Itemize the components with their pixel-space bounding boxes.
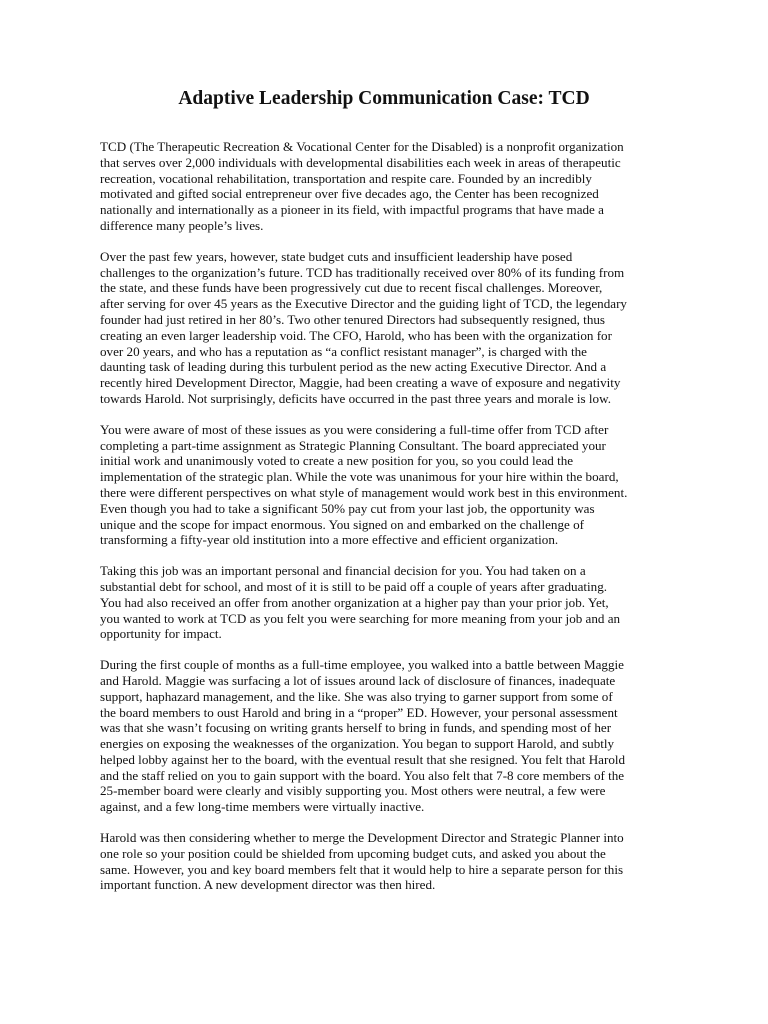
text-line: and Harold. Maggie was surfacing a lot of issues around lack of disclosure of finances, inadequate xyxy=(100,672,616,688)
text-line: unique and the scope for impact enormous. You signed on and embarked on the challenge of xyxy=(100,516,584,532)
text-line: motivated and gifted social entrepreneur over five decades ago, the Center has been recognized xyxy=(100,186,599,202)
text-line: daunting task of leading during this turbulent period as the new acting Executive Director. And a xyxy=(100,359,607,375)
text-line: recently hired Development Director, Maggie, had been creating a wave of exposure and negativity xyxy=(100,375,621,391)
document-body xyxy=(100,139,683,908)
text-line: support, haphazard management, and the like. She was also trying to garner support from some of xyxy=(100,688,613,704)
text-line: against, and a few long-time members were virtually inactive. xyxy=(100,799,425,815)
text-line: opportunity for impact. xyxy=(100,626,222,642)
text-line: helped lobby against her to the board, with the eventual result that she resigned. You felt that Harold xyxy=(100,751,626,767)
paragraph-1 xyxy=(100,139,683,234)
text-line: same. However, you and key board members felt that it would help to hire a separate person for this xyxy=(100,861,624,877)
text-line: after serving for over 45 years as the Executive Director and the guiding light of TCD, the legendary xyxy=(100,296,627,312)
text-line: recreation, vocational rehabilitation, transportation and respite care. Founded by an incredibly xyxy=(100,170,592,186)
text-line: Even though you had to take a significant 50% pay cut from your last job, the opportunity was xyxy=(100,500,595,516)
text-line: that serves over 2,000 individuals with developmental disabilities each week in areas of therapeutic xyxy=(100,154,621,170)
text-line: Harold was then considering whether to merge the Development Director and Strategic Planner into xyxy=(100,830,624,846)
text-line: towards Harold. Not surprisingly, deficits have occurred in the past three years and morale is low. xyxy=(100,390,611,406)
paragraph-5 xyxy=(100,657,683,815)
paragraph-2 xyxy=(100,249,683,407)
text-line: transforming a fifty-year old institution into a more effective and efficient organization. xyxy=(100,532,559,548)
paragraph-4 xyxy=(100,563,683,642)
text-line: you wanted to work at TCD as you felt you were searching for more meaning from your job and an xyxy=(100,610,621,626)
text-line: substantial debt for school, and most of it is still to be paid off a couple of years after graduating. xyxy=(100,578,608,594)
text-line: During the first couple of months as a full-time employee, you walked into a battle between Maggie xyxy=(100,657,624,673)
text-line: over 20 years, and who has a reputation as “a conflict resistant manager”, is charged with the xyxy=(100,343,587,359)
text-line: completing a part-time assignment as Strategic Planning Consultant. The board appreciated your xyxy=(100,437,606,453)
text-line: founder had just retired in her 80’s. Two other tenured Directors had subsequently resigned, thus xyxy=(100,311,606,327)
text-line: Taking this job was an important personal and financial decision for you. You had taken on a xyxy=(100,563,586,579)
text-line: one role so your position could be shielded from upcoming budget cuts, and asked you about the xyxy=(100,845,606,861)
text-line: there were different perspectives on what style of management would work best in this environment. xyxy=(100,484,628,500)
text-line: initial work and unanimously voted to create a new position for you, so you could lead the xyxy=(100,453,574,469)
text-line: was that she wasn’t focusing on writing grants herself to bring in funds, and spending most of her xyxy=(100,720,612,736)
text-line: the board members to oust Harold and bring in a “proper” ED. However, your personal assessment xyxy=(100,704,618,720)
text-line: important function. A new development director was then hired. xyxy=(100,877,436,893)
document-title: Adaptive Leadership Communication Case: TCD xyxy=(178,88,590,109)
text-line: the state, and these funds have been progressively cut due to recent fiscal challenges. Moreover, xyxy=(100,280,603,296)
text-line: Over the past few years, however, state budget cuts and insufficient leadership have posed xyxy=(100,248,573,264)
text-line: energies on exposing the weaknesses of the organization. You began to support Harold, and subtly xyxy=(100,736,615,752)
paragraph-3 xyxy=(100,422,683,548)
text-line: creating an even larger leadership void. The CFO, Harold, who has been with the organization for xyxy=(100,327,612,343)
text-line: challenges to the organization’s future. TCD has traditionally received over 80% of its funding from xyxy=(100,264,625,280)
text-line: You were aware of most of these issues as you were considering a full-time offer from TCD after xyxy=(100,421,609,437)
text-line: difference many people’s lives. xyxy=(100,217,264,233)
text-line: You had also received an offer from another organization at a higher pay than your prior job. Yet, xyxy=(100,594,609,610)
paragraph-6 xyxy=(100,830,683,893)
text-line: 25-member board were clearly and visibly supporting you. Most others were neutral, a few were xyxy=(100,783,606,799)
text-line: TCD (The Therapeutic Recreation & Vocational Center for the Disabled) is a nonprofit organization xyxy=(100,139,624,154)
text-line: and the staff relied on you to gain support with the board. You also felt that 7-8 core members of the xyxy=(100,767,625,783)
text-line: implementation of the strategic plan. While the vote was unanimous for your hire within the board, xyxy=(100,469,619,485)
text-line: nationally and internationally as a pioneer in its field, with impactful programs that have made a xyxy=(100,202,604,218)
